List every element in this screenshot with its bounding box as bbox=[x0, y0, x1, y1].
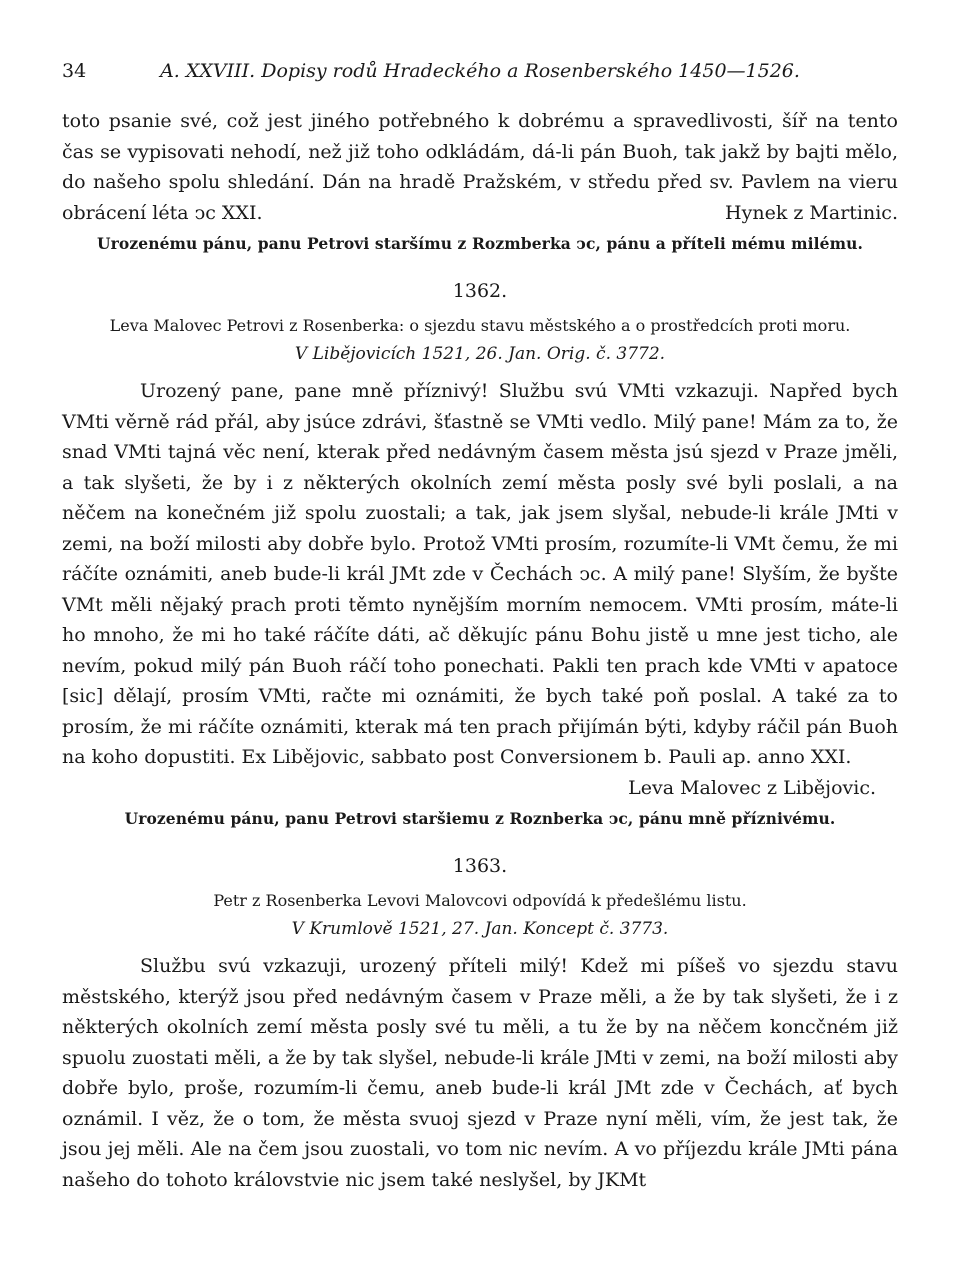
running-header bbox=[62, 58, 898, 88]
letter-regest: Leva Malovec Petrovi z Rosenberka: o sjezdu stavu městského a o prostředcích proti moru. bbox=[109, 316, 851, 335]
running-title: A. XXVIII. Dopisy rodů Hradeckého a Rosenberského 1450—1526. bbox=[160, 60, 800, 82]
continuation-body: toto psanie své, což jest jiného potřebného k dobrému a spravedlivosti, šíř na tento čas se vypisovati nehodí, než již toho odkládám, dá-li pán Buoh, tak jakž by bajti mělo, do našeho spolu shledání. Dán na hradě Pražském, v středu před sv. Pavlem na vieru obrácení léta ↄc XXI. bbox=[62, 110, 898, 224]
letter-regest: Petr z Rosenberka Levovi Malovcovi odpovídá k předešlému listu. bbox=[213, 891, 747, 910]
continuation-text bbox=[62, 106, 898, 228]
letter-address: Urozenému pánu, panu Petrovi staršiemu z Roznberka ↄc, pánu mně příznivému. bbox=[124, 809, 836, 828]
letter-number: 1362. bbox=[452, 280, 508, 302]
letter-dating: V Libějovicích 1521, 26. Jan. Orig. č. 3772. bbox=[294, 344, 666, 364]
letter-dating: V Krumlově 1521, 27. Jan. Koncept č. 3773. bbox=[291, 919, 669, 939]
letter-body: Službu svú vzkazuji, urozený příteli milý! Kdež mi píšeš vo sjezdu stavu městského, kterýž jsou před nedávným časem v Praze měli, a že by tak slyšeti, že i z některých okolních zemí města posly své tu měli, a tu že by na něčem koncčném již spuolu zuostati měli, a že by tak slyšel, nebude-li krále JMti v zemi, na boží milosti aby dobře bylo, proše, rozumím-li čemu, aneb bude-li král JMt zde v Čechách, ať bych oznámil. I věz, že o tom, že města svuoj sjezd v Praze nyní měli, vím, že jest tak, že jsou jej měli. Ale na čem jsou zuostali, vo tom nic nevím. A vo příjezdu krále JMti pána našeho do tohoto královstvie nic jsem také neslyšel, by JKMt bbox=[62, 955, 898, 1191]
letter-signature: Leva Malovec z Libějovic. bbox=[628, 776, 876, 799]
letter-1362 bbox=[62, 278, 898, 831]
letter-body: Urozený pane, pane mně příznivý! Službu svú VMti vzkazuji. Napřed bych VMti věrně rád přál, aby jsúce zdrávi, šťastně se VMti vedlo. Milý pane! Mám za to, že snad VMti tajná věc není, kterak před nedávným časem města jsú sjezd v Praze jměli, a tak slyšeti, že by i z některých okolních zemí města posly své byli poslali, a na něčem na konečném již spolu zuostali; a tak, jak jsem slyšal, nebude-li krále JMti v zemi, na boží milosti aby dobře bylo. Protož VMti prosím, rozumíte-li VMt čemu, že mi ráčíte oznámiti, aneb bude-li král JMt zde v Čechách ↄc. A milý pane! Slyším, že byšte VMt měli nějaký prach proti těmto nynějším morním nemocem. VMti prosím, máte-li ho mnoho, že mi ho také ráčíte dáti, ač děkujíc pánu Bohu jistě u mne jest ticho, ale nevím, pokud milý pán Buoh ráčí toho ponechati. Pakli ten prach kde VMti v apatoce [sic] dělají, prosím VMti, račte mi oznámiti, že bych také poň poslal. A také za to prosím, že mi ráčíte oznámiti, kterak má ten prach přijímán býti, kdyby ráčil pán Buoh na koho dopustiti. Ex Libějovic, sabbato post Conversionem b. Pauli ap. anno XXI. bbox=[62, 380, 898, 768]
document-page bbox=[62, 58, 898, 1195]
continuation-address: Urozenému pánu, panu Petrovi staršímu z Rozmberka ↄc, pánu a příteli mému milému. bbox=[97, 234, 863, 253]
page-number: 34 bbox=[62, 60, 87, 82]
continuation-signature: Hynek z Martinic. bbox=[725, 201, 898, 224]
letter-1363 bbox=[62, 853, 898, 1195]
letter-number: 1363. bbox=[452, 855, 508, 877]
